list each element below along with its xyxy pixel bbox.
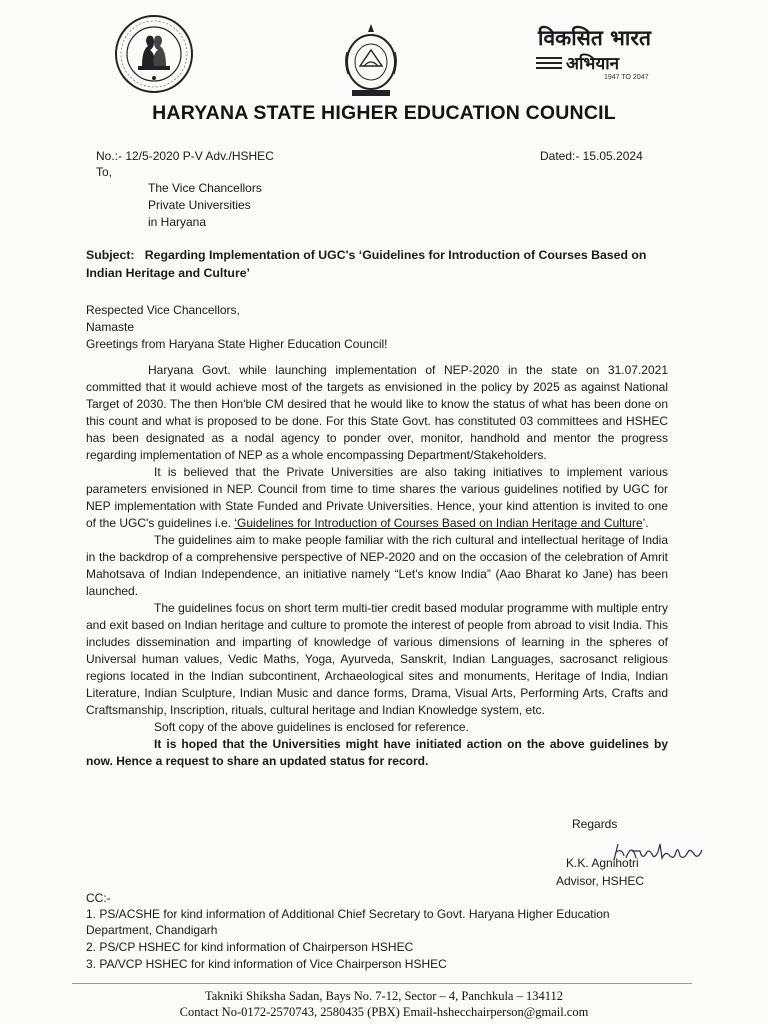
footer-address: Takniki Shiksha Sadan, Bays No. 7-12, Sector – 4, Panchkula – 134112 — [205, 989, 563, 1003]
to-label: To, — [96, 165, 113, 179]
recipient-line-2: Private Universities — [148, 198, 251, 212]
brand-years: 1947 TO 2047 — [604, 74, 649, 81]
letter-date: Dated:- 15.05.2024 — [540, 149, 643, 163]
subject-block — [86, 246, 666, 282]
haryana-govt-emblem-icon — [338, 22, 404, 100]
greeting: Greetings from Haryana State Higher Education Council! — [86, 337, 388, 351]
cc-item-1-cont: Department, Chandigarh — [86, 923, 218, 937]
council-emblem-icon — [114, 14, 194, 94]
regards: Regards — [572, 817, 618, 831]
brand-line2: अभियान — [566, 54, 620, 74]
subject-label: Subject: — [86, 248, 135, 262]
reference-number: No.:- 12/5-2020 P-V Adv./HSHEC — [96, 149, 274, 163]
footer-contact: Contact No-0172-2570743, 2580435 (PBX) Email-hshecchairperson@gmail.com — [179, 1005, 589, 1019]
council-title: HARYANA STATE HIGHER EDUCATION COUNCIL — [152, 102, 616, 124]
signatory-name: K.K. Agnihotri — [566, 856, 639, 870]
cc-label: CC:- — [86, 891, 111, 905]
salutation: Respected Vice Chancellors, — [86, 303, 240, 317]
brand-line1: विकसित भारत — [538, 26, 651, 50]
guidelines-link[interactable]: ‘Guidelines for Introduction of Courses Based on Indian Heritage and Culture — [234, 516, 643, 530]
paragraph-5: Soft copy of the above guidelines is enclosed for reference. — [154, 720, 469, 734]
body-paragraphs — [86, 362, 668, 770]
paragraph-4: The guidelines focus on short term multi-tier credit based modular programme with multiple entry and exit based on Indian heritage and culture to promote the interest of people from abroad to visit India. This includes dissemination and imparting of knowledge of various dimensions of learning in the spheres of Universal human values, Vedic Maths, Yoga, Ayurveda, Sanskrit, Indian Languages, sacrosanct religious regions located in the Indian subcontinent, Archaeological sites and monuments, Heritage of India, Indian Literature, Indian Sculpture, Indian Music and dance forms, Drama, Visual Arts, Performing Arts, Crafts and Craftsmanship, Inscription, rituals, cultural heritage and Indian Knowledge system, etc. — [86, 601, 668, 717]
paragraph-1: Haryana Govt. while launching implementation of NEP-2020 in the state on 31.07.2021 committed that it would achieve most of the targets as envisioned in the policy by 2025 as against National Target of 2030. The then Hon'ble CM desired that he would like to know the status of what has been done on this count and what is proposed to be done. For this State Govt. has constituted 03 committees and HSHEC has been designated as a nodal agency to ponder over, monitor, handhold and mentor the progress regarding implementation of NEP as a whole encompassing Department/Stakeholders. — [86, 363, 668, 462]
tricolor-bars-icon — [536, 56, 562, 70]
cc-item-3: 3. PA/VCP HSHEC for kind information of Vice Chairperson HSHEC — [86, 957, 447, 971]
viksit-bharat-logo — [532, 24, 672, 90]
paragraph-3: The guidelines aim to make people familiar with the rich cultural and intellectual heritage of India in the backdrop of a comprehensive perspective of NEP-2020 and on the occasion of the celebration of Amrit Mahotsava of Indian Independence, an initiative namely “Let's know India” (Aao Bharat ko Jane) has been launched. — [86, 533, 668, 598]
recipient-line-1: The Vice Chancellors — [148, 181, 262, 195]
paragraph-2: It is believed that the Private Universities are also taking initiatives to implement various parameters envisioned in NEP. Council from time to time shares the various guidelines notified by UGC for NEP implementation with State Funded and Private Universities. Hence, your kind attention is invited to one of the UGC's guidelines i.e. ‘Guidelines for Introduction of Courses Based on Indian Heritage and Culture’. — [86, 465, 668, 530]
footer-divider — [72, 983, 692, 984]
cc-item-1: 1. PS/ACSHE for kind information of Additional Chief Secretary to Govt. Haryana Higher Education — [86, 907, 610, 921]
paragraph-6: It is hoped that the Universities might have initiated action on the above guidelines by now. Hence a request to share an updated status for record. — [86, 737, 668, 768]
signatory-title: Advisor, HSHEC — [556, 874, 645, 888]
subject-text: Regarding Implementation of UGC's ‘Guidelines for Introduction of Courses Based on Indian Heritage and Culture’ — [86, 248, 647, 280]
recipient-line-3: in Haryana — [148, 215, 207, 229]
cc-item-2: 2. PS/CP HSHEC for kind information of Chairperson HSHEC — [86, 940, 414, 954]
namaste: Namaste — [86, 320, 135, 334]
